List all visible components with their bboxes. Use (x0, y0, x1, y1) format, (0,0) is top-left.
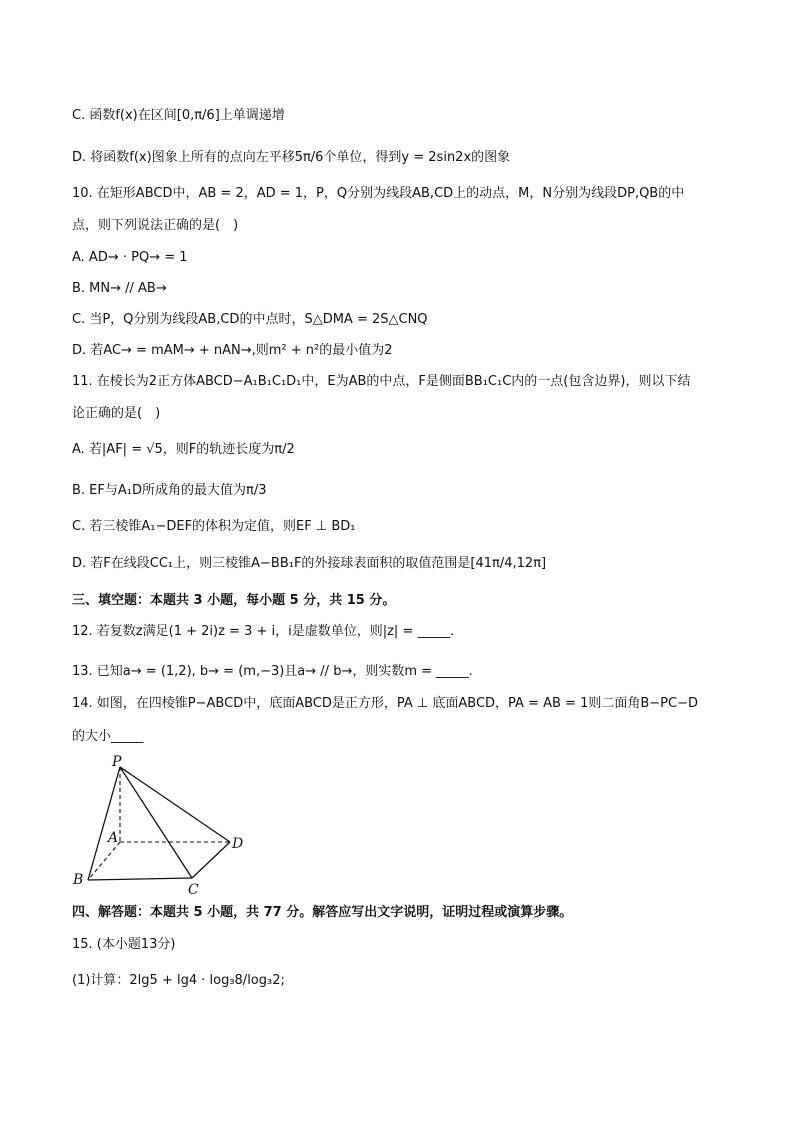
option-a-q10: A. AD→ · PQ→ = 1 (72, 250, 188, 265)
question-14-line-2: 的大小_____ (72, 729, 144, 744)
question-15-part-1: (1)计算：2lg5 + lg4 · log₃8/log₃2; (72, 973, 285, 988)
question-10-line-1: 10. 在矩形ABCD中，AB = 2，AD = 1，P，Q分别为线段AB,CD上的动点，M，N分别为线段DP,QB的中 (72, 186, 685, 201)
option-d-q10: D. 若AC→ = mAM→ + nAN→,则m² + n²的最小值为2 (72, 343, 393, 358)
question-15-heading: 15. (本小题13分) (72, 937, 176, 952)
option-a-q11: A. 若|AF| = √5，则F的轨迹长度为π/2 (72, 442, 295, 457)
option-d-q9: D. 将函数f(x)图象上所有的点向左平移5π/6个单位，得到y = 2sin2x的图象 (72, 150, 511, 165)
question-11-line-2: 论正确的是( ) (72, 406, 161, 421)
option-c-q9: C. 函数f(x)在区间[0,π/6]上单调递增 (72, 108, 285, 123)
question-13: 13. 已知a→ = (1,2), b→ = (m,−3)且a→ // b→，则实数m = _____. (72, 664, 473, 679)
option-d-q11: D. 若F在线段CC₁上，则三棱锥A−BB₁F的外接球表面积的取值范围是[41π/4,12π] (72, 556, 547, 571)
section-4-heading: 四、解答题：本题共 5 小题，共 77 分。解答应写出文字说明，证明过程或演算步骤。 (72, 905, 573, 920)
option-b-q10: B. MN→ // AB→ (72, 281, 167, 296)
section-3-heading: 三、填空题：本题共 3 小题，每小题 5 分，共 15 分。 (72, 593, 396, 608)
pyramid-figure (70, 752, 260, 897)
vertex-label-b: B (73, 872, 84, 888)
question-10-line-2: 点，则下列说法正确的是( ) (72, 218, 239, 233)
option-c-q11: C. 若三棱锥A₁−DEF的体积为定值，则EF ⊥ BD₁ (72, 519, 356, 534)
vertex-label-p: P (112, 754, 122, 770)
question-14-line-1: 14. 如图，在四棱锥P−ABCD中，底面ABCD是正方形，PA ⊥ 底面ABCD，PA = AB = 1则二面角B−PC−D (72, 696, 698, 711)
question-11-line-1: 11. 在棱长为2正方体ABCD−A₁B₁C₁D₁中，E为AB的中点，F是侧面BB₁C₁C内的一点(包含边界)，则以下结 (72, 374, 691, 389)
vertex-label-a: A (108, 830, 119, 846)
option-b-q11: B. EF与A₁D所成角的最大值为π/3 (72, 483, 267, 498)
vertex-label-c: C (188, 882, 199, 897)
option-c-q10: C. 当P，Q分别为线段AB,CD的中点时，S△DMA = 2S△CNQ (72, 312, 428, 327)
vertex-label-d: D (232, 836, 244, 852)
question-12: 12. 若复数z满足(1 + 2i)z = 3 + i，i是虚数单位，则|z| = _____. (72, 624, 455, 639)
